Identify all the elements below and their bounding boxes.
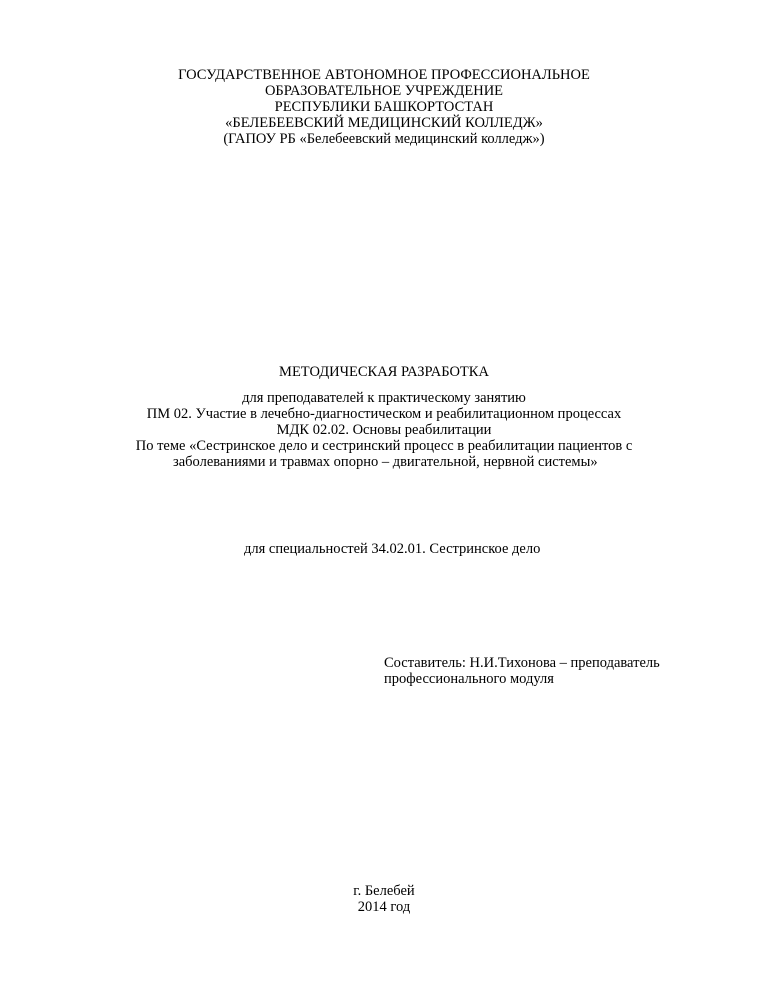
header-line-3: РЕСПУБЛИКИ БАШКОРТОСТАН [274, 99, 494, 115]
description-line-5: заболеваниями и травмах опорно – двигательной, нервной системы» [173, 454, 598, 470]
footer-city: г. Белебей [353, 883, 415, 899]
document-title: МЕТОДИЧЕСКАЯ РАЗРАБОТКА [279, 364, 489, 380]
author-line-2: профессионального модуля [384, 671, 554, 687]
header-line-1: ГОСУДАРСТВЕННОЕ АВТОНОМНОЕ ПРОФЕССИОНАЛЬНОЕ [178, 67, 590, 83]
header-line-5: (ГАПОУ РБ «Белебеевский медицинский колледж») [223, 131, 545, 147]
description-line-1: для преподавателей к практическому занятию [242, 390, 526, 406]
description-line-3: МДК 02.02. Основы реабилитации [276, 422, 492, 438]
author-line-1: Составитель: Н.И.Тихонова – преподаватель [384, 655, 660, 671]
description-line-4: По теме «Сестринское дело и сестринский процесс в реабилитации пациентов с [135, 438, 633, 454]
footer-year: 2014 год [357, 899, 411, 915]
header-line-4: «БЕЛЕБЕЕВСКИЙ МЕДИЦИНСКИЙ КОЛЛЕДЖ» [225, 115, 543, 131]
header-line-2: ОБРАЗОВАТЕЛЬНОЕ УЧРЕЖДЕНИЕ [264, 83, 504, 99]
description-line-2: ПМ 02. Участие в лечебно-диагностическом и реабилитационном процессах [146, 406, 622, 422]
specialty-line: для специальностей 34.02.01. Сестринское дело [244, 541, 541, 557]
